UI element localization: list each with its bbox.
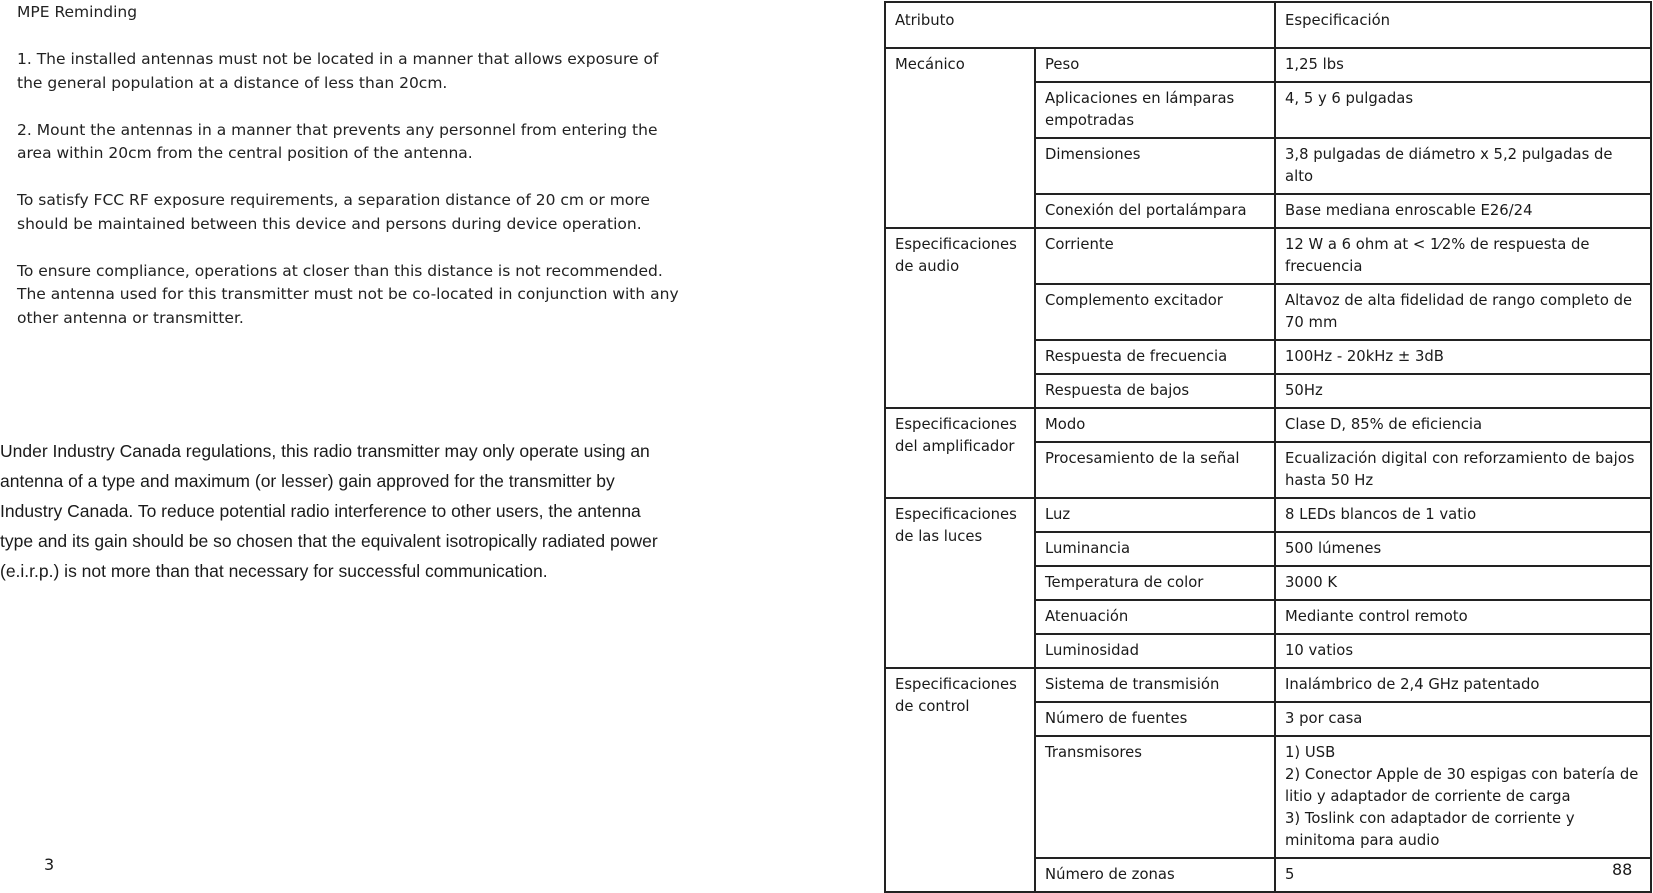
ic-line: Industry Canada. To reduce potential radio interference to other users, the antenna: [0, 501, 641, 521]
specification-value-cell: 4, 5 y 6 pulgadas: [1275, 82, 1651, 138]
header-specification: Especificación: [1275, 2, 1651, 48]
specification-value-cell: 3 por casa: [1275, 702, 1651, 736]
page-number-right: 88: [1612, 860, 1633, 879]
attribute-label-cell: Aplicaciones en lámparas empotradas: [1035, 82, 1275, 138]
attribute-label-cell: Dimensiones: [1035, 138, 1275, 194]
attribute-label-cell: Luminancia: [1035, 532, 1275, 566]
group-name-cell: Especificaciones del amplificador: [885, 408, 1035, 498]
attribute-label-cell: Modo: [1035, 408, 1275, 442]
table-row: [885, 668, 1651, 702]
specifications-table: [884, 1, 1652, 893]
specification-value-cell: Ecualización digital con reforzamiento de bajos hasta 50 Hz: [1275, 442, 1651, 498]
table-row: [885, 498, 1651, 532]
attribute-label-cell: Peso: [1035, 48, 1275, 82]
attribute-label-cell: Número de fuentes: [1035, 702, 1275, 736]
industry-canada-notice: [0, 436, 790, 586]
ic-line: (e.i.r.p.) is not more than that necessary for successful communication.: [0, 561, 548, 581]
specification-value-cell: Mediante control remoto: [1275, 600, 1651, 634]
attribute-label-cell: Respuesta de bajos: [1035, 374, 1275, 408]
specification-value-cell: Inalámbrico de 2,4 GHz patentado: [1275, 668, 1651, 702]
attribute-label-cell: Conexión del portalámpara: [1035, 194, 1275, 228]
attribute-label-cell: Sistema de transmisión: [1035, 668, 1275, 702]
specification-value-cell: 5: [1275, 858, 1651, 892]
attribute-label-cell: Temperatura de color: [1035, 566, 1275, 600]
ic-line: Under Industry Canada regulations, this radio transmitter may only operate using an: [0, 441, 650, 461]
attribute-label-cell: Complemento excitador: [1035, 284, 1275, 340]
table-row: [885, 228, 1651, 284]
group-name-cell: Especificaciones de control: [885, 668, 1035, 892]
specification-value-cell: 8 LEDs blancos de 1 vatio: [1275, 498, 1651, 532]
specification-value-cell: 50Hz: [1275, 374, 1651, 408]
attribute-label-cell: Número de zonas: [1035, 858, 1275, 892]
mpe-paragraph-1: 1. The installed antennas must not be located in a manner that allows exposure of the general population at a distance of less than 20cm.: [17, 50, 659, 92]
attribute-label-cell: Transmisores: [1035, 736, 1275, 858]
group-name-cell: Especificaciones de audio: [885, 228, 1035, 408]
specification-value-cell: 1,25 lbs: [1275, 48, 1651, 82]
attribute-label-cell: Luz: [1035, 498, 1275, 532]
attribute-label-cell: Luminosidad: [1035, 634, 1275, 668]
group-name-cell: Mecánico: [885, 48, 1035, 228]
ic-line: type and its gain should be so chosen that the equivalent isotropically radiated power: [0, 531, 658, 551]
table-row: [885, 48, 1651, 82]
group-name-cell: Especificaciones de las luces: [885, 498, 1035, 668]
specification-value-cell: 10 vatios: [1275, 634, 1651, 668]
mpe-paragraph-2: 2. Mount the antennas in a manner that prevents any personnel from entering the area within 20cm from the central position of the antenna.: [17, 120, 658, 162]
mpe-title: MPE Reminding: [17, 3, 138, 21]
header-attribute: Atributo: [885, 2, 1275, 48]
specification-value-cell: Altavoz de alta fidelidad de rango completo de 70 mm: [1275, 284, 1651, 340]
attribute-label-cell: Procesamiento de la señal: [1035, 442, 1275, 498]
ic-line: antenna of a type and maximum (or lesser) gain approved for the transmitter by: [0, 471, 615, 491]
specification-value-cell: 3,8 pulgadas de diámetro x 5,2 pulgadas de alto: [1275, 138, 1651, 194]
specification-value-cell: Base mediana enroscable E26/24: [1275, 194, 1651, 228]
specification-value-cell: 3000 K: [1275, 566, 1651, 600]
mpe-section: [17, 0, 777, 354]
mpe-paragraph-4: To ensure compliance, operations at closer than this distance is not recommended. The antenna used for this transmitter must not be co-located in conjunction with any other antenna or transmitter.: [17, 261, 679, 327]
specification-value-cell: 1) USB 2) Conector Apple de 30 espigas con batería de litio y adaptador de corriente de carga 3) Toslink con adaptador de corriente y minitoma para audio: [1275, 736, 1651, 858]
specification-value-cell: 100Hz - 20kHz ± 3dB: [1275, 340, 1651, 374]
page-number-left: 3: [44, 855, 55, 874]
table-header-row: [885, 2, 1651, 48]
specification-value-cell: 500 lúmenes: [1275, 532, 1651, 566]
mpe-paragraph-3: To satisfy FCC RF exposure requirements, a separation distance of 20 cm or more should be maintained between this device and persons during device operation.: [17, 191, 650, 233]
table-row: [885, 408, 1651, 442]
attribute-label-cell: Atenuación: [1035, 600, 1275, 634]
left-page: [0, 0, 800, 893]
specification-value-cell: Clase D, 85% de eficiencia: [1275, 408, 1651, 442]
specification-value-cell: 12 W a 6 ohm at < 1⁄2% de respuesta de frecuencia: [1275, 228, 1651, 284]
attribute-label-cell: Corriente: [1035, 228, 1275, 284]
attribute-label-cell: Respuesta de frecuencia: [1035, 340, 1275, 374]
